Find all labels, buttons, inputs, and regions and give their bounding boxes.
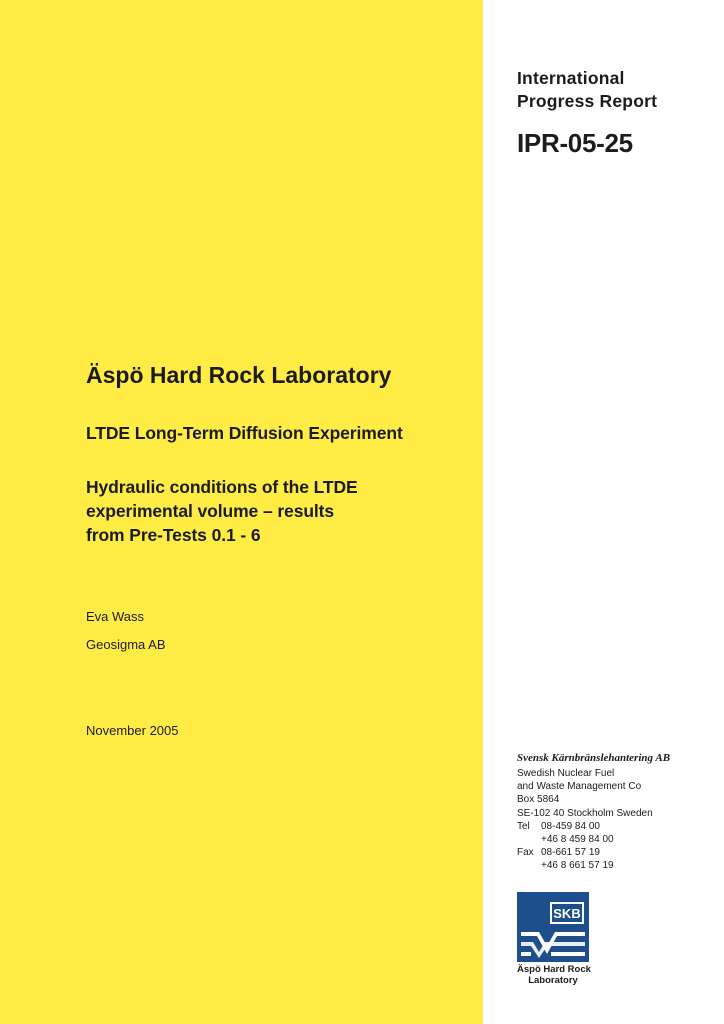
report-title-line: Hydraulic conditions of the LTDE	[86, 477, 358, 497]
contact-row-fax	[517, 846, 717, 859]
skb-logo-mark	[517, 892, 589, 962]
report-title-line: from Pre-Tests 0.1 - 6	[86, 525, 261, 545]
report-title-line: experimental volume – results	[86, 501, 335, 521]
report-title	[86, 475, 358, 547]
logo-caption-line-1: Äspö Hard Rock	[517, 964, 591, 975]
publisher-name: Svensk Kärnbränslehantering AB	[517, 752, 671, 764]
publication-date: November 2005	[86, 723, 179, 738]
contact-label: Fax	[517, 847, 534, 859]
contact-label	[517, 859, 541, 872]
logo-caption-line-2: Laboratory	[528, 974, 578, 986]
logo-caption	[517, 965, 589, 986]
contact-label	[517, 833, 541, 846]
series-line-2: Progress Report	[517, 91, 658, 111]
contact-row-tel-intl	[517, 833, 717, 846]
report-number: IPR-05-25	[517, 128, 633, 158]
report-series	[517, 67, 657, 113]
contact-value: 08-459 84 00	[541, 820, 600, 832]
contact-value: 08-661 57 19	[541, 847, 600, 859]
publisher-block	[517, 752, 717, 873]
skb-logo-lettering: SKB	[553, 906, 581, 921]
address-line: and Waste Management Co	[517, 781, 642, 793]
address-line: SE-102 40 Stockholm Sweden	[517, 807, 653, 819]
address-line: Swedish Nuclear Fuel	[517, 768, 615, 779]
skb-logo	[517, 892, 589, 986]
subtitle: LTDE Long-Term Diffusion Experiment	[86, 423, 403, 443]
contact-row-tel	[517, 820, 717, 833]
contact-row-fax-intl	[517, 859, 717, 872]
address-line: Box 5864	[517, 794, 560, 806]
main-title: Äspö Hard Rock Laboratory	[86, 362, 392, 388]
contact-value: +46 8 661 57 19	[541, 860, 614, 872]
affiliation: Geosigma AB	[86, 637, 166, 652]
series-line-1: International	[517, 68, 625, 88]
author: Eva Wass	[86, 609, 145, 624]
contact-value: +46 8 459 84 00	[541, 834, 614, 846]
contact-label: Tel	[517, 820, 530, 832]
